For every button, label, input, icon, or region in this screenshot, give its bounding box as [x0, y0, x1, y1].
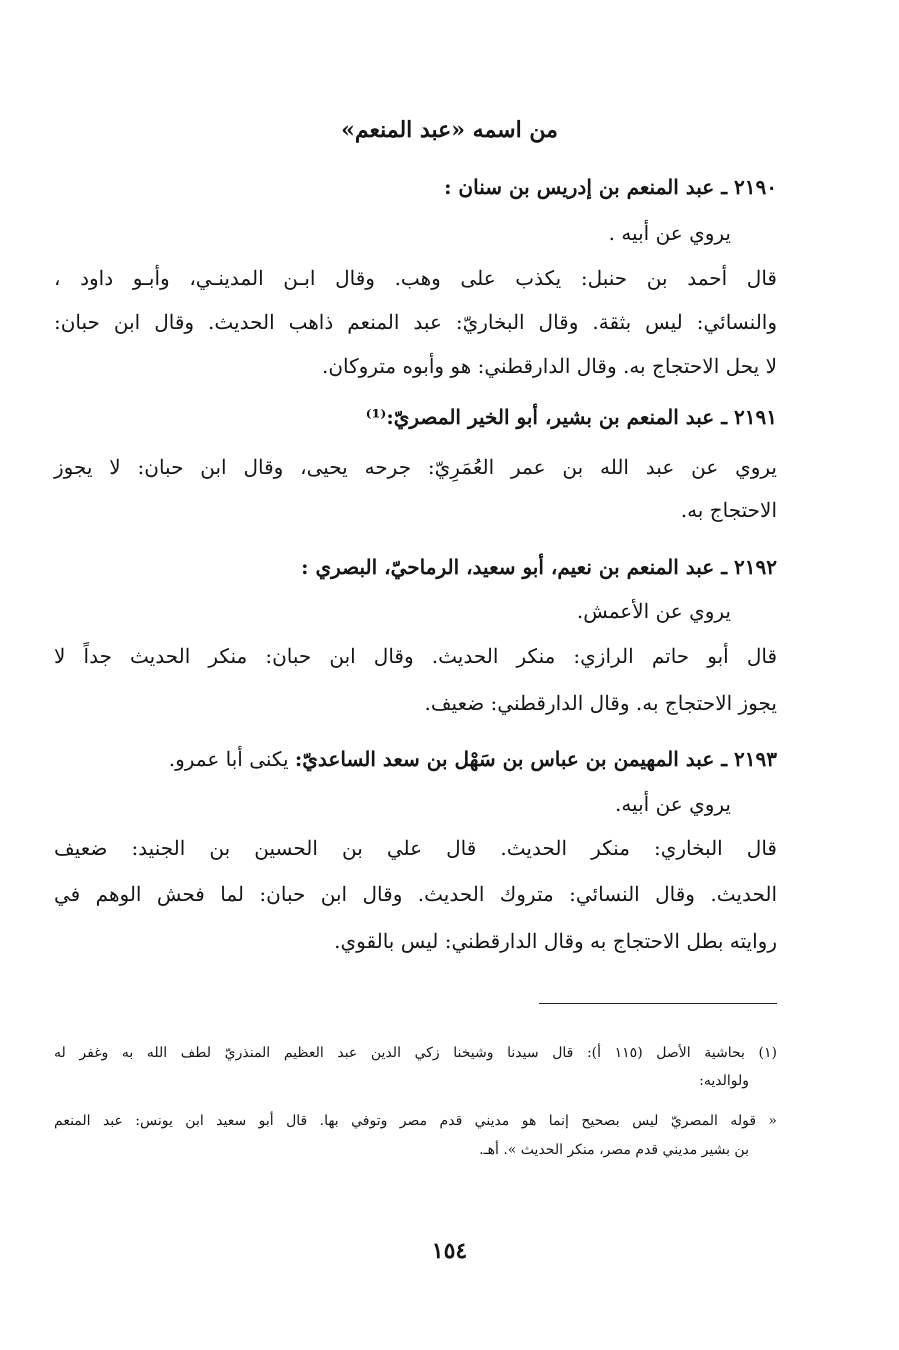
- entry-2193-line-4: روايته بطل الاحتجاج به وقال الدارقطني: ليس بالقوي.: [334, 929, 777, 953]
- entry-2192-line-1: يروي عن الأعمش.: [576, 599, 731, 623]
- entry-2193-line-2: قال البخاري: منكر الحديث. قال علي بن الحسين بن الجنيد: ضعيف: [54, 836, 777, 860]
- footnote-1-line-4: بن بشير مديني قدم مصر، منكر الحديث ». أهـ.: [479, 1142, 749, 1158]
- entry-2193-line-1: يروي عن أبيه.: [614, 792, 731, 816]
- entry-2191-line-2: الاحتجاج به.: [680, 498, 777, 522]
- entry-2193-kunya: يكنى أبا عمرو.: [168, 747, 295, 771]
- entry-2190-line-1: يروي عن أبيه .: [608, 221, 731, 245]
- footnote-1-line-1: (١) بحاشية الأصل (١١٥ أ): قال سيدنا وشيخنا زكي الدين عبد العظيم المنذريّ لطف الله به وغفر له: [54, 1045, 777, 1061]
- entry-2191-title: ٢١٩١ ـ عبد المنعم بن بشير، أبو الخير المصريّ:⁽¹⁾: [365, 405, 777, 429]
- footnote-separator: [539, 1003, 777, 1004]
- entry-2190-line-4: لا يحل الاحتجاج به. وقال الدارقطني: هو وأبوه متروكان.: [322, 354, 777, 378]
- entry-2192-line-3: يجوز الاحتجاج به. وقال الدارقطني: ضعيف.: [424, 691, 777, 715]
- footnote-1-line-3: « قوله المصريّ ليس بصحيح إنما هو مديني قدم مصر وتوفي بها. قال أبو سعيد ابن يونس: عبد المنعم: [54, 1113, 777, 1129]
- entry-2193-line-3: الحديث. وقال النسائي: متروك الحديث. وقال ابن حبان: لما فحش الوهم في: [54, 882, 778, 906]
- entry-2193-title: ٢١٩٣ ـ عبد المهيمن بن عباس بن سَهْل بن سعد الساعديّ:: [294, 747, 777, 771]
- entry-2190-line-3: والنسائي: ليس بثقة. وقال البخاريّ: عبد المنعم ذاهب الحديث. وقال ابن حبان:: [54, 310, 777, 334]
- entry-2193-title-line: [54, 744, 777, 774]
- entry-2192-title: ٢١٩٢ ـ عبد المنعم بن نعيم، أبو سعيد، الرماحيّ، البصري :: [301, 555, 777, 579]
- section-heading: من اسمه «عبد المنعم»: [341, 117, 558, 143]
- page-number: ١٥٤: [431, 1238, 468, 1264]
- footnote-1-line-2: ولوالديه:: [699, 1073, 749, 1089]
- entry-2190-line-2: قال أحمد بن حنبل: يكذب على وهب. وقال ابـن المدينـي، وأبـو داود ،: [54, 266, 777, 290]
- entry-2192-line-2: قال أبو حاتم الرازي: منكر الحديث. وقال ابن حبان: منكر الحديث جداً لا: [54, 644, 777, 668]
- entry-2190-title: ٢١٩٠ ـ عبد المنعم بن إدريس بن سنان :: [444, 175, 777, 199]
- entry-2191-line-1: يروي عن عبد الله بن عمر العُمَرِيّ: جرحه يحيى، وقال ابن حبان: لا يجوز: [54, 455, 777, 479]
